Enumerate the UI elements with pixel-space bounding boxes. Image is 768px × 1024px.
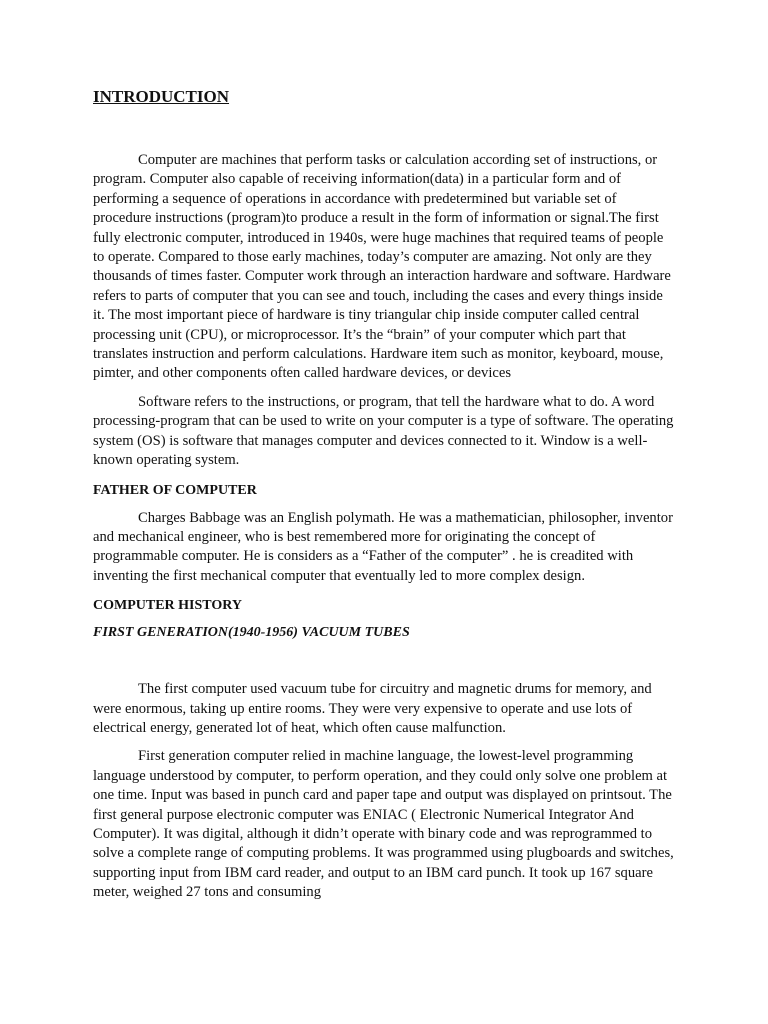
page-title: INTRODUCTION (93, 87, 230, 106)
document-page (93, 86, 675, 903)
history-heading: COMPUTER HISTORY (93, 598, 242, 614)
first-generation-paragraph-1: The first computer used vacuum tube for circuitry and magnetic drums for memory, and were enormous, taking up entire rooms. They were very expensive to operate and use lots of electrical energy, generated lot of heat, which often cause malfunction. (93, 681, 652, 736)
software-paragraph: Software refers to the instructions, or program, that tell the hardware what to do. A word processing-program that can be used to write on your computer is a type of software. The operating system (OS) is software that manages computer and devices connected to it. Window is a well-known operating system. (93, 393, 674, 469)
father-paragraph: Charges Babbage was an English polymath. He was a mathematician, philosopher, inventor and mechanical engineer, who is best remembered more for originating the concept of programmable computer. He is considers as a “Father of the computer” . he is creadited with inventing the first mechanical computer that eventually led to more complex design. (93, 509, 673, 584)
first-generation-heading: FIRST GENERATION(1940-1956) VACUUM TUBES (93, 625, 410, 641)
first-generation-paragraph-2: First generation computer relied in machine language, the lowest-level programming language understood by computer, to perform operation, and they could only solve one problem at one time. Input was based in punch card and paper tape and output was displayed on printsout. The first general purpose electronic computer was ENIAC ( Electronic Numerical Integrator And Computer). It was digital, although it didn’t operate with binary code and was reprogrammed to solve a complete range of computing problems. It was programmed using plugboards and switches, supporting input from IBM card reader, and output to an IBM card punch. It took up 167 square meter, weighed 27 tons and consuming (93, 748, 674, 901)
father-heading: FATHER OF COMPUTER (93, 482, 257, 498)
intro-paragraph: Computer are machines that perform tasks or calculation according set of instructions, or program. Computer also capable of receiving information(data) in a particular form and of performing a sequence of operations in accordance with predetermined but variable set of procedure instructions (program)to produce a result in the form of information or signal.The first fully electronic computer, introduced in 1940s, were huge machines that required teams of people to operate. Compared to those early machines, today’s computer are amazing. Not only are they thousands of times faster. Computer work through an interaction hardware and software. Hardware refers to parts of computer that you can see and touch, including the cases and every things inside it. The most important piece of hardware is tiny triangular chip inside computer called central processing unit (CPU), or microprocessor. It’s the “brain” of your computer which part that translates instruction and perform calculations. Hardware item such as monitor, keyboard, mouse, pimter, and other components often called hardware devices, or devices (93, 152, 671, 382)
